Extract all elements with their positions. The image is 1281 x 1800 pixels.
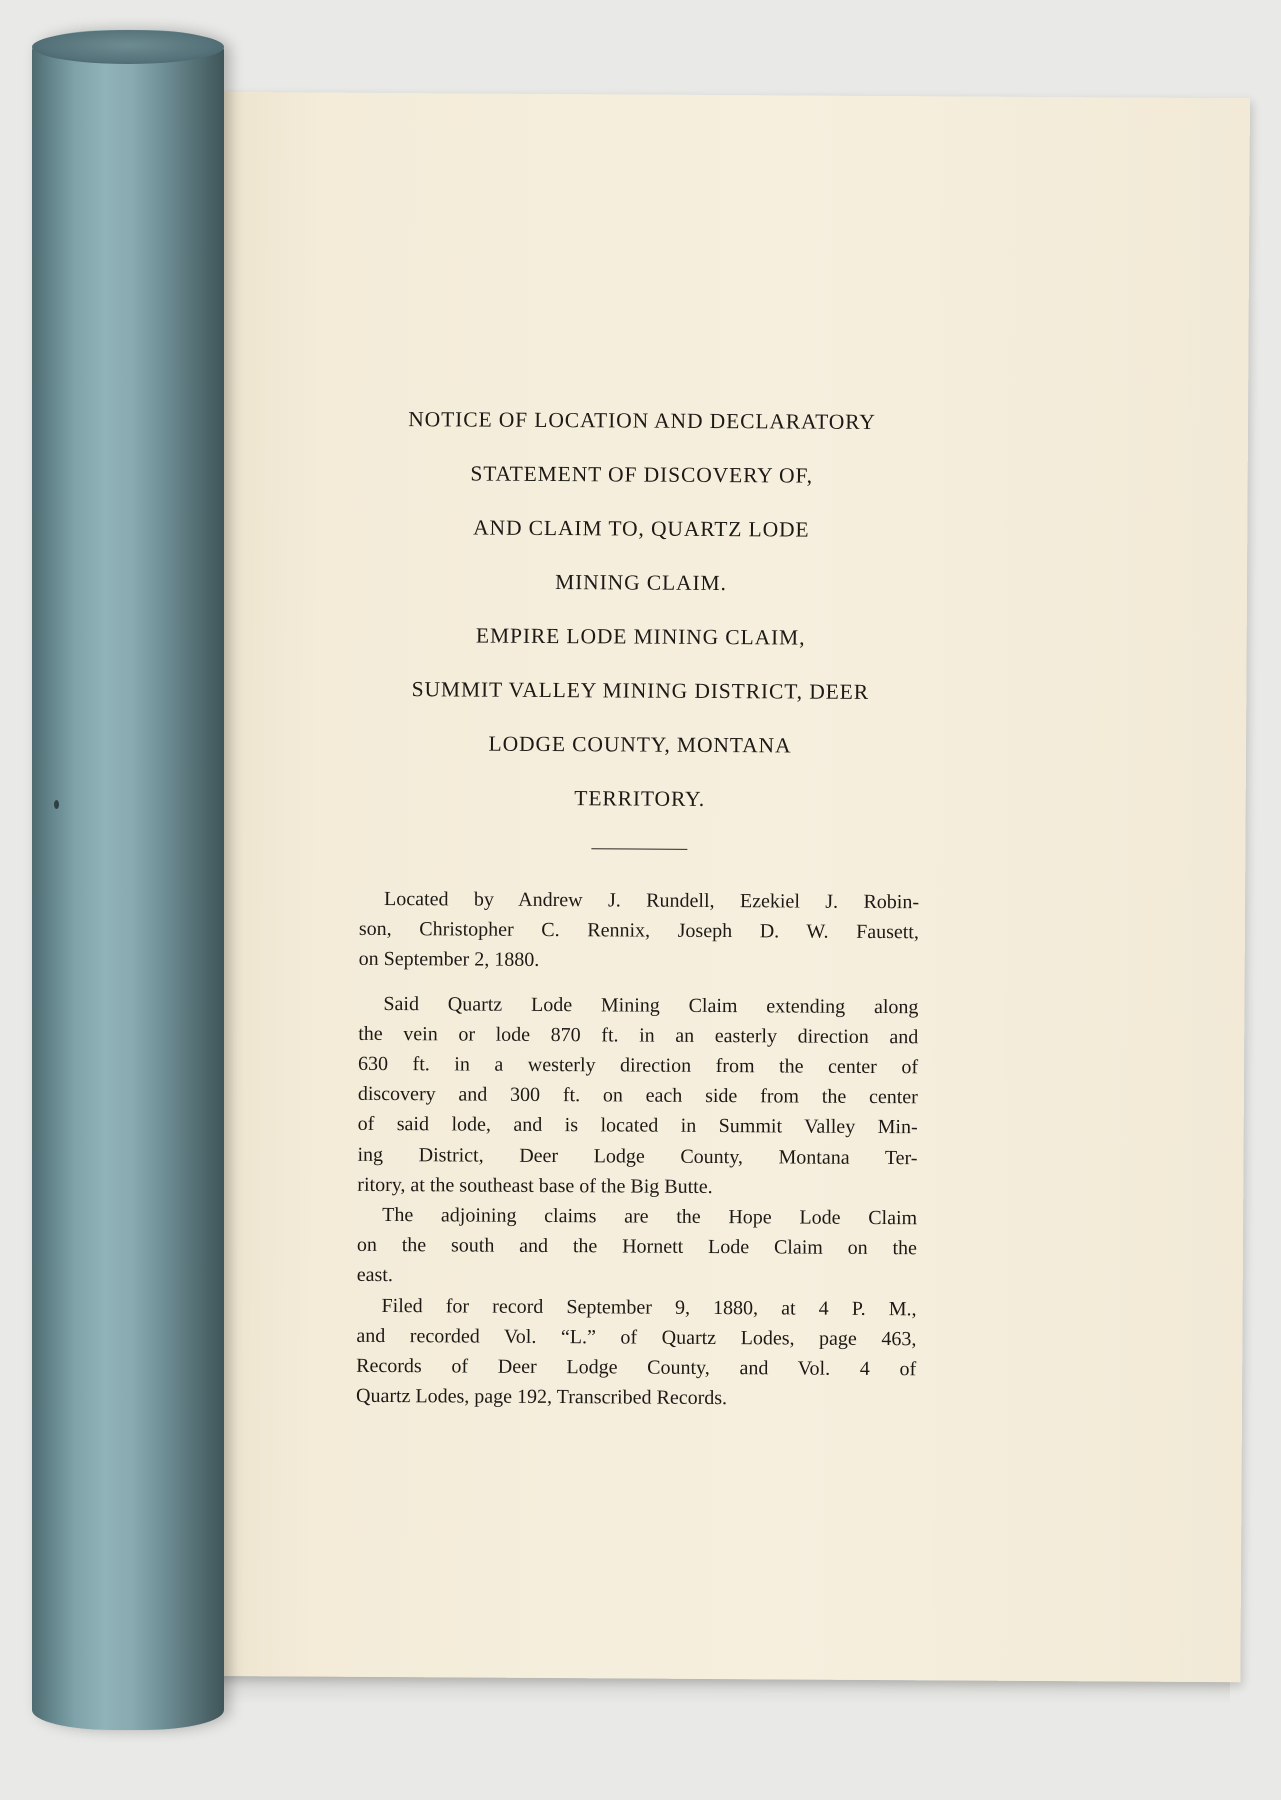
text-line: east. <box>356 1264 393 1287</box>
text-line: Said Quartz Lode Mining Claim extending along <box>383 992 919 1018</box>
cover-spot <box>54 800 59 809</box>
text-line: Located by Andrew J. Rundell, Ezekiel J. Robin- <box>384 887 920 914</box>
text-line: the vein or lode 870 ft. in an easterly direction and <box>358 1022 919 1049</box>
adjoining-claims-paragraph <box>357 1200 918 1294</box>
text-line: Quartz Lodes, page 192, Transcribed Records. <box>355 1385 728 1410</box>
text-line: 630 ft. in a westerly direction from the center of <box>357 1052 919 1079</box>
text-line: and recorded Vol. “L.” of Quartz Lodes, page 463, <box>356 1324 917 1351</box>
text-line: Filed for record September 9, 1880, at 4 P. M., <box>381 1294 917 1320</box>
district-line: TERRITORY. <box>574 786 706 811</box>
text-line: discovery and 300 ft. on each side from the center <box>357 1083 918 1109</box>
text-line: Records of Deer Lodge County, and Vol. 4 of <box>356 1354 917 1381</box>
document-page <box>214 92 1250 1682</box>
filing-record-paragraph <box>356 1290 917 1414</box>
heading-line: MINING CLAIM. <box>555 570 727 596</box>
text-line: The adjoining claims are the Hope Lode Claim <box>382 1204 918 1230</box>
text-line: ing District, Deer Lodge County, Montana Ter- <box>357 1143 918 1169</box>
section-divider <box>591 848 687 850</box>
document-heading <box>360 407 922 812</box>
text-line: son, Christopher C. Rennix, Joseph D. W. Fausett, <box>358 918 919 944</box>
page-content <box>356 407 922 1415</box>
rolled-cover <box>32 30 224 1730</box>
text-line: ritory, at the southeast base of the Big Butte. <box>357 1173 713 1198</box>
heading-line: NOTICE OF LOCATION AND DECLARATORY <box>408 407 876 434</box>
heading-line: STATEMENT OF DISCOVERY OF, <box>470 461 813 488</box>
heading-line: AND CLAIM TO, QUARTZ LODE <box>473 515 810 542</box>
district-line: SUMMIT VALLEY MINING DISTRICT, DEER <box>411 677 870 704</box>
claim-extent-paragraph <box>357 988 918 1203</box>
locators-paragraph <box>359 884 920 978</box>
claim-name-line: EMPIRE LODE MINING CLAIM, <box>475 623 806 650</box>
text-line: on the south and the Hornett Lode Claim on the <box>356 1234 918 1260</box>
roll-end <box>32 30 224 64</box>
district-line: LODGE COUNTY, MONTANA <box>488 731 792 758</box>
text-line: of said lode, and is located in Summit Valley Min- <box>357 1113 918 1139</box>
text-line: on September 2, 1880. <box>358 948 540 972</box>
